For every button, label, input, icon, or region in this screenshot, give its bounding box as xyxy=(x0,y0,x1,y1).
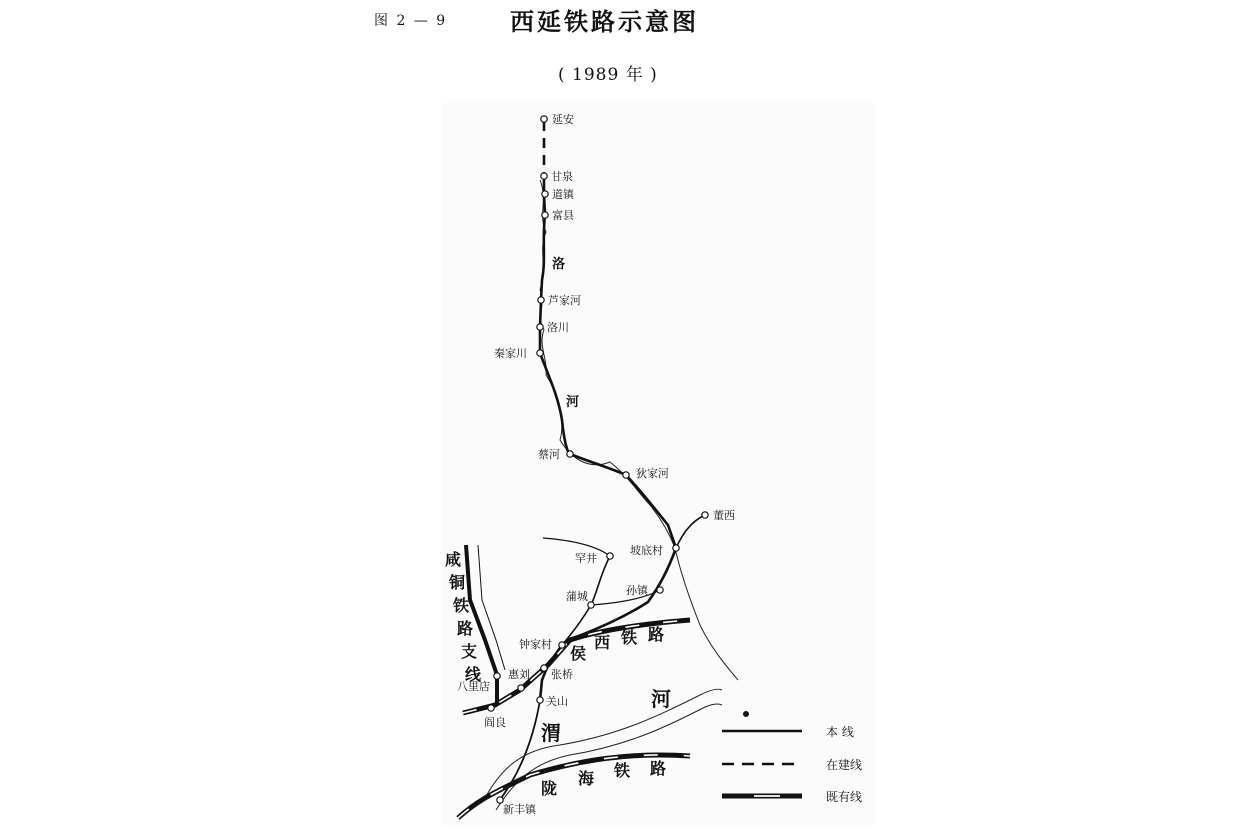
wei-river-label-2: 河 xyxy=(651,687,671,711)
figure-year: ( 1989 年 ) xyxy=(558,65,658,85)
xiantong-label-2: 铜 xyxy=(449,573,466,592)
station-marker-podicun xyxy=(673,545,679,551)
longhai-label-2: 海 xyxy=(578,769,595,788)
wei-river-label-1: 渭 xyxy=(541,721,561,745)
longhai-label-1: 陇 xyxy=(541,779,558,798)
xiantong-label-5: 支 xyxy=(461,642,478,661)
station-label-hanjing: 罕井 xyxy=(575,552,597,565)
station-marker-pucheng xyxy=(588,602,594,608)
luo-river-label-2: 河 xyxy=(566,395,580,410)
station-marker-yanliang xyxy=(488,705,494,711)
station-label-guanshan: 关山 xyxy=(546,695,568,708)
station-marker-fuxian xyxy=(542,212,548,218)
luo-river-label-1: 洛 xyxy=(552,257,566,272)
station-label-sunzhen: 孙镇 xyxy=(626,584,648,597)
station-label-xinfengzhen: 新丰镇 xyxy=(503,803,536,816)
station-label-qinjiachuan: 秦家川 xyxy=(494,347,527,360)
station-label-yanan: 延安 xyxy=(552,113,574,126)
station-label-ganquan: 甘泉 xyxy=(551,170,573,183)
longhai-label-3: 铁 xyxy=(614,761,631,780)
houxi-label-3: 铁 xyxy=(621,628,638,647)
xiantong-label-4: 路 xyxy=(457,619,474,638)
longhai-label-4: 路 xyxy=(650,759,667,778)
houxi-label-2: 西 xyxy=(594,633,611,652)
station-label-zhangqiao: 张桥 xyxy=(551,668,573,681)
station-label-podicun: 坡底村 xyxy=(630,544,663,557)
houxi-label-4: 路 xyxy=(648,625,665,644)
figure-title: 西延铁路示意图 xyxy=(510,8,699,36)
station-marker-ganquan xyxy=(541,173,547,179)
legend-construction-label: 在建线 xyxy=(826,758,863,772)
station-label-lujiahe: 芦家河 xyxy=(548,294,581,307)
station-marker-dijiahe xyxy=(623,472,629,478)
station-marker-hanjing xyxy=(607,553,613,559)
station-marker-daozhen xyxy=(542,191,548,197)
station-marker-yanan xyxy=(541,116,547,122)
xiantong-label-3: 铁 xyxy=(453,596,470,615)
station-label-dongxi: 董西 xyxy=(713,509,735,522)
station-label-luochuan: 洛川 xyxy=(547,321,569,334)
station-label-pucheng: 蒲城 xyxy=(566,590,588,603)
station-label-fuxian: 富县 xyxy=(552,209,574,222)
station-label-yanliang: 阎良 xyxy=(484,716,506,729)
station-marker-balidian xyxy=(494,673,500,679)
legend-main-line-label: 本 线 xyxy=(826,725,854,739)
station-marker-sunzhen xyxy=(657,587,663,593)
map-paper xyxy=(443,103,876,825)
xiantong-label-1: 咸 xyxy=(445,550,462,569)
station-label-caihe: 蔡河 xyxy=(538,448,560,461)
legend-existing-label: 既有线 xyxy=(826,790,863,804)
station-marker-zhangqiao xyxy=(541,665,547,671)
station-label-balidian: 八里店 xyxy=(457,680,490,693)
station-label-zhongjiacun: 钟家村 xyxy=(519,638,552,651)
station-marker-dongxi xyxy=(702,512,708,518)
station-label-daozhen: 道镇 xyxy=(552,188,574,201)
station-marker-lujiahe xyxy=(538,297,544,303)
legend-blot xyxy=(743,711,749,717)
station-marker-guanshan xyxy=(537,697,543,703)
station-label-dijiahe: 狄家河 xyxy=(636,467,669,480)
station-marker-qinjiachuan xyxy=(537,350,543,356)
station-marker-caihe xyxy=(567,451,573,457)
station-marker-luochuan xyxy=(537,324,543,330)
station-marker-huiliu xyxy=(518,685,524,691)
houxi-label-1: 侯 xyxy=(570,644,587,663)
station-label-huiliu: 惠刘 xyxy=(508,668,530,681)
station-marker-zhongjiacun xyxy=(559,642,565,648)
figure-label: 图 2 — 9 xyxy=(374,13,448,29)
xiantong-label-6: 线 xyxy=(465,665,482,684)
